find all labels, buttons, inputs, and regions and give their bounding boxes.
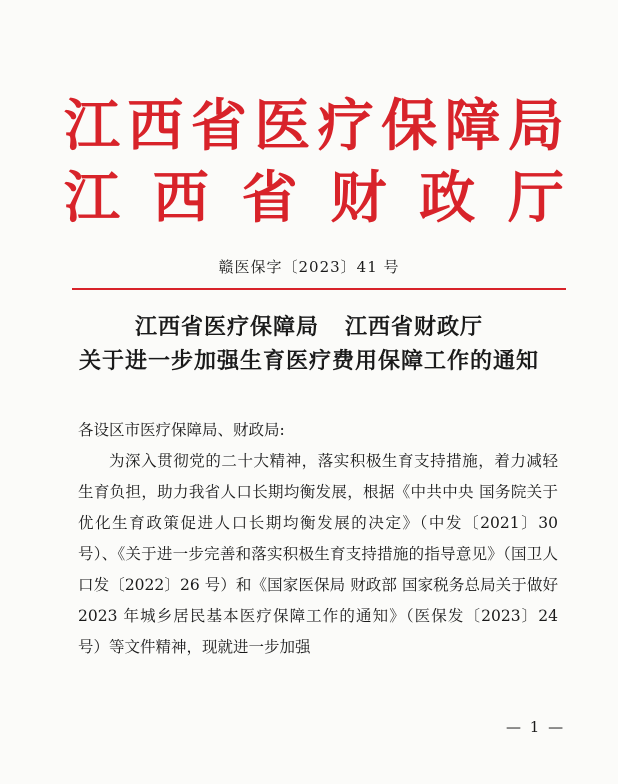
red-separator-line bbox=[72, 288, 566, 290]
header-char: 厅 bbox=[507, 165, 564, 231]
header-char: 障 bbox=[444, 93, 501, 159]
document-number: 赣医保字〔2023〕41 号 bbox=[218, 258, 400, 276]
title-issuer-1: 江西省医疗保障局 bbox=[134, 314, 319, 340]
header-char: 省 bbox=[241, 165, 298, 231]
header-char: 医 bbox=[254, 93, 311, 159]
issuer-header-line-2 bbox=[64, 165, 564, 231]
header-char: 政 bbox=[419, 165, 476, 231]
header-char: 西 bbox=[127, 93, 184, 159]
document-title-subject: 关于进一步加强生育医疗费用保障工作的通知 bbox=[78, 348, 539, 374]
header-char: 江 bbox=[64, 93, 120, 159]
header-char: 财 bbox=[330, 165, 387, 231]
document-title-issuers bbox=[0, 310, 618, 341]
issuer-header-line-1 bbox=[64, 93, 564, 159]
title-issuer-2: 江西省财政厅 bbox=[345, 314, 484, 340]
header-char: 江 bbox=[64, 165, 120, 231]
header-char: 局 bbox=[507, 93, 564, 159]
header-char: 疗 bbox=[317, 93, 374, 159]
header-char: 省 bbox=[190, 93, 247, 159]
salutation: 各设区市医疗保障局、财政局: bbox=[78, 421, 285, 439]
header-char: 西 bbox=[152, 165, 209, 231]
body-paragraph: 为深入贯彻党的二十大精神，落实积极生育支持措施，着力减轻生育负担，助力我省人口长期均衡发展，根据《中共中央 国务院关于优化生育政策促进人口长期均衡发展的决定》（中发〔2021〕30 号）、《关于进一步完善和落实积极生育支持措施的指导意见》（国卫人口发〔2022〕26 号）和《国家医保局 财政部 国家税务总局关于做好 2023 年城乡居民基本医疗保障工作的通知》（医保发〔2023〕24 号）等文件精神，现就进一步加强 bbox=[78, 452, 558, 656]
header-char: 保 bbox=[381, 93, 438, 159]
page-number: — 1 — bbox=[506, 718, 566, 736]
